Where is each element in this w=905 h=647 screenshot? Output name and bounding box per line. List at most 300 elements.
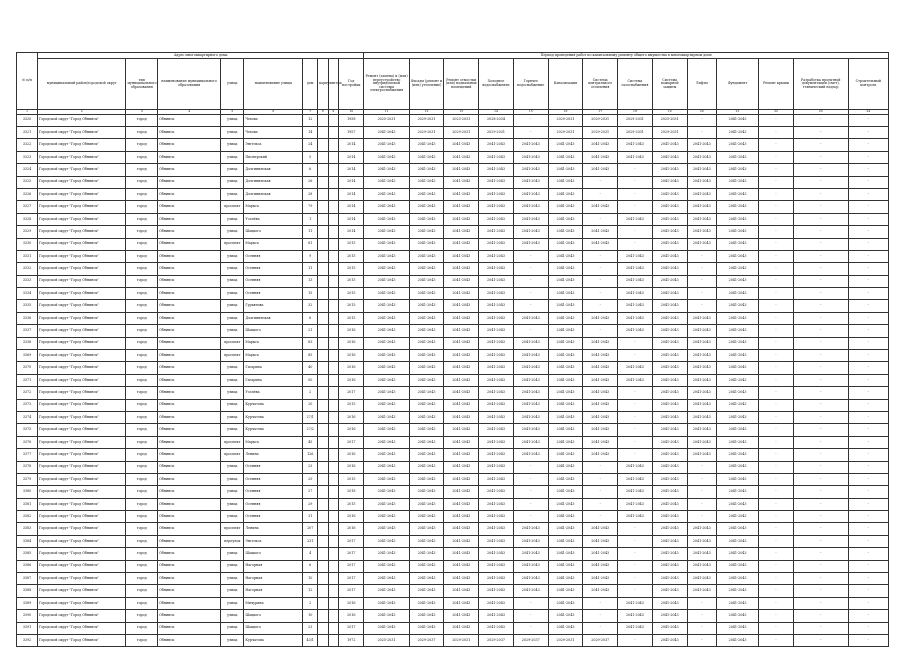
table-cell: - xyxy=(618,523,653,535)
table-cell: Городской округ "Город Обнинск" xyxy=(38,560,126,572)
table-cell xyxy=(328,523,339,535)
col-number: 18 xyxy=(618,110,653,115)
table-cell: 2041-2043 xyxy=(409,449,444,461)
table-cell: 2041-2043 xyxy=(717,535,759,547)
table-row xyxy=(17,312,889,324)
table-cell: 2041-2043 xyxy=(618,610,653,622)
table-cell: 2041-2043 xyxy=(687,325,716,337)
table-cell: - xyxy=(848,176,888,188)
table-cell: город xyxy=(126,337,158,349)
table-cell: - xyxy=(759,238,794,250)
table-cell: 14 xyxy=(303,126,318,138)
table-cell: город xyxy=(126,151,158,163)
table-cell: 10 xyxy=(303,573,318,585)
table-cell: 2025-2031 xyxy=(364,114,409,126)
table-cell: - xyxy=(793,585,848,597)
table-cell: 2041-2043 xyxy=(717,275,759,287)
table-cell: 2041-2043 xyxy=(444,424,479,436)
table-cell: Городской округ "Город Обнинск" xyxy=(38,374,126,386)
table-cell xyxy=(318,300,329,312)
table-cell: - xyxy=(848,399,888,411)
table-cell: 2029-2031 xyxy=(618,126,653,138)
table-cell: 2041-2043 xyxy=(409,275,444,287)
table-cell: 2041-2043 xyxy=(717,387,759,399)
table-cell: - xyxy=(759,325,794,337)
table-cell: 2016 xyxy=(339,325,364,337)
table-cell: 231 xyxy=(303,535,318,547)
table-cell: - xyxy=(513,263,548,275)
table-cell: город xyxy=(126,535,158,547)
table-cell: 2041-2043 xyxy=(583,399,618,411)
table-cell: 2041-2043 xyxy=(444,585,479,597)
table-row xyxy=(17,399,889,411)
table-cell: Осенняя xyxy=(244,461,303,473)
table-cell: Городской округ "Город Обнинск" xyxy=(38,288,126,300)
table-cell: 2041-2043 xyxy=(548,250,583,262)
table-cell: 2017 xyxy=(339,585,364,597)
table-cell: Энгельса xyxy=(244,139,303,151)
table-cell: - xyxy=(618,226,653,238)
col-number: 24 xyxy=(848,110,888,115)
table-cell: 2041-2043 xyxy=(548,573,583,585)
table-cell: - xyxy=(793,622,848,634)
table-cell: Пионерский xyxy=(244,151,303,163)
table-cell: Обнинск xyxy=(158,374,221,386)
table-cell: 2041-2043 xyxy=(717,411,759,423)
col-header: улица xyxy=(221,59,244,110)
table-cell: улица xyxy=(221,263,244,275)
col-header: Система пожарной защиты xyxy=(652,59,687,110)
table-cell xyxy=(318,622,329,634)
col-header: Канализация xyxy=(548,59,583,110)
table-cell: улица xyxy=(221,585,244,597)
table-cell: 2041-2043 xyxy=(444,300,479,312)
table-cell: 2041-2043 xyxy=(548,486,583,498)
table-cell: - xyxy=(848,560,888,572)
table-cell: 2016 xyxy=(339,511,364,523)
table-cell: 2041-2043 xyxy=(444,498,479,510)
table-cell: - xyxy=(759,498,794,510)
table-cell: Курчатова xyxy=(244,424,303,436)
table-cell: 2041-2043 xyxy=(409,411,444,423)
table-cell: Городской округ "Город Обнинск" xyxy=(38,486,126,498)
table-cell: 2041-2043 xyxy=(409,263,444,275)
table-cell: - xyxy=(687,597,716,609)
table-cell: 2041-2043 xyxy=(652,176,687,188)
table-cell: 2041-2043 xyxy=(717,139,759,151)
table-cell: 2041-2043 xyxy=(513,449,548,461)
table-cell: 2041-2043 xyxy=(444,275,479,287)
table-cell xyxy=(318,325,329,337)
table-cell xyxy=(318,486,329,498)
table-cell: 2041-2043 xyxy=(409,300,444,312)
table-cell: Осенняя xyxy=(244,263,303,275)
table-cell: - xyxy=(583,288,618,300)
col-header: № п/п xyxy=(17,53,38,110)
table-cell: город xyxy=(126,399,158,411)
table-cell: город xyxy=(126,573,158,585)
table-cell: Обнинск xyxy=(158,387,221,399)
table-cell: Обнинск xyxy=(158,486,221,498)
table-cell: Обнинск xyxy=(158,164,221,176)
table-cell: 2041-2043 xyxy=(444,362,479,374)
table-cell: 2041-2043 xyxy=(513,560,548,572)
table-cell: 2041-2043 xyxy=(548,176,583,188)
table-cell: Городской округ "Город Обнинск" xyxy=(38,238,126,250)
table-cell: - xyxy=(793,288,848,300)
table-cell xyxy=(328,114,339,126)
table-cell: 2041-2043 xyxy=(364,585,409,597)
table-cell: Энгельса xyxy=(244,535,303,547)
table-cell: улица xyxy=(221,461,244,473)
table-cell: 6 xyxy=(303,312,318,324)
table-cell: Осенняя xyxy=(244,511,303,523)
table-cell: - xyxy=(848,250,888,262)
table-cell: - xyxy=(583,486,618,498)
table-cell: - xyxy=(618,238,653,250)
table-cell: 3384 xyxy=(17,535,38,547)
table-cell: 2041-2043 xyxy=(479,176,514,188)
table-cell: 2041-2043 xyxy=(364,312,409,324)
table-cell: 2041-2043 xyxy=(513,201,548,213)
table-cell: 2041-2043 xyxy=(548,411,583,423)
table-cell: проспект xyxy=(221,238,244,250)
col-header: Ремонт крыши xyxy=(759,59,794,110)
table-cell: Городской округ "Город Обнинск" xyxy=(38,126,126,138)
table-cell: 2017 xyxy=(339,387,364,399)
table-cell: Городской округ "Город Обнинск" xyxy=(38,610,126,622)
table-cell xyxy=(318,523,329,535)
table-cell: 2041-2043 xyxy=(717,114,759,126)
table-cell: 2041-2043 xyxy=(687,411,716,423)
table-cell: 2041-2043 xyxy=(409,188,444,200)
table-cell: 2041-2043 xyxy=(583,226,618,238)
table-cell: 2041-2043 xyxy=(548,188,583,200)
table-cell: 3378 xyxy=(17,461,38,473)
table-cell: 2041-2043 xyxy=(618,263,653,275)
table-cell: - xyxy=(759,312,794,324)
table-cell: 2041-2043 xyxy=(409,374,444,386)
table-cell: 2041-2043 xyxy=(444,411,479,423)
table-cell: 2015 xyxy=(339,250,364,262)
table-cell: - xyxy=(793,486,848,498)
table-cell: - xyxy=(759,585,794,597)
table-cell: 2041-2043 xyxy=(513,523,548,535)
table-cell: Городской округ "Город Обнинск" xyxy=(38,300,126,312)
table-cell: 3324 xyxy=(17,164,38,176)
col-number: 5 xyxy=(221,110,244,115)
table-cell: Долгининская xyxy=(244,312,303,324)
table-cell: 79 xyxy=(303,201,318,213)
table-cell: 2041-2043 xyxy=(583,312,618,324)
table-row xyxy=(17,362,889,374)
table-cell: 2041-2043 xyxy=(652,337,687,349)
table-cell: Городской округ "Город Обнинск" xyxy=(38,312,126,324)
table-cell: 2041-2043 xyxy=(687,535,716,547)
table-cell: Обнинск xyxy=(158,325,221,337)
table-cell xyxy=(328,362,339,374)
table-cell: улица xyxy=(221,411,244,423)
table-cell: 2041-2043 xyxy=(479,288,514,300)
table-cell: - xyxy=(513,498,548,510)
table-cell: 2041-2043 xyxy=(548,263,583,275)
table-cell xyxy=(328,436,339,448)
table-cell xyxy=(328,275,339,287)
table-cell: Обнинск xyxy=(158,176,221,188)
table-cell: 2041-2043 xyxy=(717,436,759,448)
table-cell: 2029-2031 xyxy=(444,635,479,647)
table-cell: 2041-2043 xyxy=(444,151,479,163)
table-cell: - xyxy=(793,610,848,622)
table-cell: 2016 xyxy=(339,597,364,609)
table-cell: Маркса xyxy=(244,350,303,362)
table-cell: 2041-2043 xyxy=(652,548,687,560)
table-cell: - xyxy=(793,337,848,349)
table-cell xyxy=(318,436,329,448)
table-cell: Обнинск xyxy=(158,473,221,485)
table-cell: 2041-2043 xyxy=(444,238,479,250)
table-cell xyxy=(328,473,339,485)
table-row xyxy=(17,374,889,386)
table-cell: 2041-2043 xyxy=(364,201,409,213)
table-cell: улица xyxy=(221,597,244,609)
table-cell: 10 xyxy=(303,610,318,622)
table-cell: - xyxy=(618,411,653,423)
table-cell: 207 xyxy=(303,523,318,535)
table-cell: 3372 xyxy=(17,387,38,399)
table-cell xyxy=(318,337,329,349)
table-cell: 23 xyxy=(303,622,318,634)
table-cell: 2041-2043 xyxy=(548,288,583,300)
table-cell: Городской округ "Город Обнинск" xyxy=(38,399,126,411)
table-cell xyxy=(318,585,329,597)
table-cell: 5 xyxy=(303,151,318,163)
table-cell: - xyxy=(687,635,716,647)
table-cell: 2041-2043 xyxy=(364,213,409,225)
table-cell: 2029-2031 xyxy=(548,114,583,126)
table-cell: 2041-2043 xyxy=(444,176,479,188)
table-cell: Маркса xyxy=(244,337,303,349)
table-cell: Ленина xyxy=(244,449,303,461)
table-cell: Нагорная xyxy=(244,585,303,597)
table-cell: 2041-2043 xyxy=(409,337,444,349)
table-cell: Городской округ "Город Обнинск" xyxy=(38,548,126,560)
col-number: 16 xyxy=(548,110,583,115)
table-row xyxy=(17,424,889,436)
table-cell: - xyxy=(793,263,848,275)
table-cell: Осенняя xyxy=(244,275,303,287)
table-cell: улица xyxy=(221,548,244,560)
table-cell: - xyxy=(759,176,794,188)
col-number: 13 xyxy=(444,110,479,115)
table-cell: 2041-2043 xyxy=(409,535,444,547)
table-cell: 2041-2043 xyxy=(717,350,759,362)
table-cell xyxy=(328,325,339,337)
table-cell: улица xyxy=(221,226,244,238)
table-cell xyxy=(318,399,329,411)
table-cell: 9 xyxy=(303,250,318,262)
table-cell: 2041-2043 xyxy=(548,560,583,572)
table-cell: проспект xyxy=(221,201,244,213)
table-cell: 2041-2043 xyxy=(717,300,759,312)
table-cell: - xyxy=(618,350,653,362)
table-cell: 2041-2043 xyxy=(409,325,444,337)
table-cell: 2041-2043 xyxy=(409,399,444,411)
table-cell: 2041-2043 xyxy=(548,548,583,560)
table-cell: 2041-2043 xyxy=(652,622,687,634)
table-cell: Городской округ "Город Обнинск" xyxy=(38,523,126,535)
table-cell: 2014 xyxy=(339,164,364,176)
table-cell: 2017 xyxy=(339,535,364,547)
table-cell: 2041-2043 xyxy=(364,610,409,622)
table-cell: 2041-2043 xyxy=(652,250,687,262)
col-header: муниципальный район/городской округ xyxy=(38,59,126,110)
table-cell: 2028-2034 xyxy=(479,114,514,126)
table-cell: - xyxy=(848,362,888,374)
table-cell: город xyxy=(126,288,158,300)
table-cell: - xyxy=(848,461,888,473)
table-cell: 3335 xyxy=(17,300,38,312)
table-cell: 2041-2043 xyxy=(717,263,759,275)
table-cell xyxy=(328,312,339,324)
table-cell: улица xyxy=(221,312,244,324)
table-cell: улица xyxy=(221,486,244,498)
table-cell: 2029-2031 xyxy=(583,114,618,126)
table-cell: 2041-2043 xyxy=(618,374,653,386)
table-cell: 2041-2043 xyxy=(479,548,514,560)
table-cell: 2041-2043 xyxy=(652,188,687,200)
table-cell: 2029-2031 xyxy=(548,126,583,138)
table-row xyxy=(17,535,889,547)
table-cell: - xyxy=(793,226,848,238)
table-cell: 2041-2043 xyxy=(618,597,653,609)
table-cell: 2041-2043 xyxy=(583,151,618,163)
table-cell: 2041-2043 xyxy=(513,548,548,560)
table-cell: 3369 xyxy=(17,350,38,362)
table-cell: 2041-2043 xyxy=(717,325,759,337)
table-cell: 2041-2043 xyxy=(687,226,716,238)
table-cell: 2041-2043 xyxy=(652,511,687,523)
table-cell: 2041-2043 xyxy=(618,275,653,287)
table-cell xyxy=(318,238,329,250)
table-cell: - xyxy=(759,226,794,238)
table-cell: 2041-2043 xyxy=(652,374,687,386)
table-cell: Маркса xyxy=(244,238,303,250)
table-cell xyxy=(318,387,329,399)
table-cell: 2041-2043 xyxy=(548,461,583,473)
table-cell: 2041-2043 xyxy=(652,597,687,609)
table-cell: 2029-2031 xyxy=(548,635,583,647)
table-cell: - xyxy=(793,201,848,213)
table-row xyxy=(17,473,889,485)
table-cell: улица xyxy=(221,250,244,262)
table-cell: 2041-2043 xyxy=(409,288,444,300)
table-cell: 2041-2043 xyxy=(479,560,514,572)
table-cell: - xyxy=(687,610,716,622)
table-cell: 2041-2043 xyxy=(652,226,687,238)
table-cell: 2041-2043 xyxy=(364,511,409,523)
table-cell: 2014 xyxy=(339,188,364,200)
table-cell: 2041-2043 xyxy=(409,213,444,225)
table-cell: - xyxy=(583,473,618,485)
table-cell: 2041-2043 xyxy=(479,188,514,200)
table-cell: 2041-2043 xyxy=(618,288,653,300)
table-cell: 3336 xyxy=(17,312,38,324)
table-cell: 2041-2043 xyxy=(717,374,759,386)
table-row xyxy=(17,548,889,560)
table-cell: 2041-2043 xyxy=(513,387,548,399)
table-cell: - xyxy=(793,312,848,324)
table-cell: 2041-2043 xyxy=(364,498,409,510)
col-header: наименование муниципального образования xyxy=(158,59,221,110)
table-cell: 3329 xyxy=(17,226,38,238)
table-cell: город xyxy=(126,424,158,436)
table-cell: - xyxy=(687,461,716,473)
table-cell: улица xyxy=(221,300,244,312)
table-cell: город xyxy=(126,635,158,647)
table-cell: - xyxy=(848,337,888,349)
table-cell: 2025-2031 xyxy=(652,114,687,126)
table-cell: - xyxy=(513,511,548,523)
table-cell: - xyxy=(759,275,794,287)
table-row xyxy=(17,461,889,473)
table-cell: 2041-2043 xyxy=(583,337,618,349)
table-cell: - xyxy=(759,622,794,634)
table-cell: - xyxy=(848,585,888,597)
table-cell: улица xyxy=(221,151,244,163)
table-cell: 2041-2043 xyxy=(479,424,514,436)
table-cell: 3334 xyxy=(17,288,38,300)
table-cell: - xyxy=(848,449,888,461)
table-cell: 2041-2043 xyxy=(409,498,444,510)
table-cell: Городской округ "Город Обнинск" xyxy=(38,511,126,523)
table-cell: 2041-2043 xyxy=(364,374,409,386)
table-cell: Курчатова xyxy=(244,399,303,411)
table-cell: - xyxy=(848,498,888,510)
table-row xyxy=(17,560,889,572)
table-cell: 2041-2043 xyxy=(444,560,479,572)
table-cell: 2041-2043 xyxy=(652,473,687,485)
table-cell: город xyxy=(126,486,158,498)
table-cell: 2041-2043 xyxy=(444,188,479,200)
table-cell: - xyxy=(583,213,618,225)
table-cell: 2041-2043 xyxy=(687,188,716,200)
table-cell: город xyxy=(126,622,158,634)
table-row xyxy=(17,126,889,138)
table-cell: Обнинск xyxy=(158,610,221,622)
table-cell: 2041-2043 xyxy=(687,585,716,597)
table-cell: - xyxy=(759,573,794,585)
table-cell xyxy=(318,449,329,461)
table-cell: 3381 xyxy=(17,498,38,510)
table-cell xyxy=(318,573,329,585)
table-cell: проспект xyxy=(221,523,244,535)
table-cell: - xyxy=(848,188,888,200)
table-cell: 2041-2043 xyxy=(652,325,687,337)
table-cell: 2041-2043 xyxy=(409,473,444,485)
table-cell xyxy=(328,188,339,200)
table-cell: 3338 xyxy=(17,337,38,349)
col-number: 11 xyxy=(364,110,409,115)
table-cell: проспект xyxy=(221,337,244,349)
table-cell: 2041-2043 xyxy=(479,436,514,448)
table-cell: 2041-2043 xyxy=(652,585,687,597)
table-cell: Обнинск xyxy=(158,337,221,349)
table-cell: 2041-2043 xyxy=(583,585,618,597)
table-cell: - xyxy=(687,473,716,485)
table-cell: - xyxy=(618,201,653,213)
table-cell: Обнинск xyxy=(158,312,221,324)
